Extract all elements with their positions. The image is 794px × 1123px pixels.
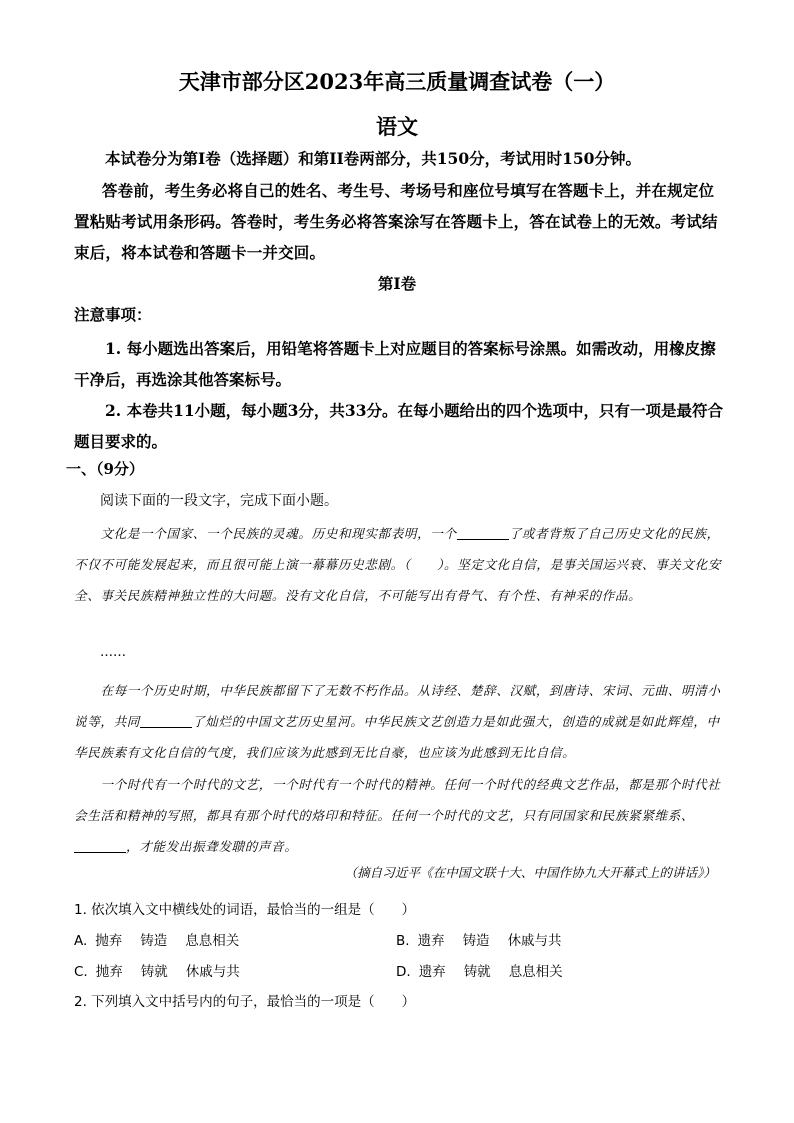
option-letter: D. [396,964,411,980]
option-letter: A. [74,933,88,949]
part1-heading: 第Ⅰ卷 [377,274,417,293]
exam-title: 天津市部分区2023年高三质量调查试卷（一） [178,69,616,94]
subject-title: 语文 [376,114,418,139]
option-d [396,960,563,980]
passage-text: 了或者背叛了自己历史文化的民族，不仅不可能发展起来，而且很可能上演一幕幕历史悲剧。（ ）。坚定文化自信，是事关国运兴衰、事关文化安全、事关民族精神独立性的大问题。没有文化自信，不可能写出有骨气、有个性、有神采的作品。 [74,526,722,603]
reading-intro: 阅读下面的一段文字，完成下面小题。 [100,493,338,509]
passage-ellipsis: …… [100,645,126,660]
passage-paragraph-2 [74,675,724,768]
option-word: 息息相关 [185,933,240,949]
passage-paragraph-3 [74,769,724,862]
option-word: 遗弃 [418,964,446,980]
option-b [396,929,562,949]
option-letter: B. [396,933,410,949]
option-word: 铸造 [140,933,168,949]
option-letter: C. [74,964,88,980]
option-c [74,960,240,980]
option-word: 遗弃 [417,933,445,949]
passage-text: 文化是一个国家、一个民族的灵魂。历史和现实都表明，一个 [100,526,457,541]
option-word: 抛弃 [95,933,123,949]
question-2-stem: 2. 下列填入文中括号内的句子，最恰当的一项是（ ） [74,994,416,1010]
option-word: 休戚与共 [507,933,562,949]
passage-text: 一个时代有一个时代的文艺，一个时代有一个时代的精神。任何一个时代的经典文艺作品，都是那个时代社会生活和精神的写照，都具有那个时代的烙印和特征。任何一个时代的文艺，只有同国家和民族紧紧维系、 [74,777,721,823]
section1-heading: 一、（9分） [66,460,144,478]
option-word: 抛弃 [95,964,123,980]
note-item: 2. 本卷共11小题，每小题3分，共33分。在每小题给出的四个选项中，只有一项是最符合题目要求的。 [74,401,724,451]
exam-instructions: 答卷前，考生务必将自己的姓名、考生号、考场号和座位号填写在答题卡上，并在规定位置粘贴考试用条形码。答卷时，考生务必将答案涂写在答题卡上，答在试卷上的无效。考试结束后，将本试卷和答题卡一并交回。 [74,181,718,262]
option-word: 铸造 [462,933,490,949]
passage-text: 在每一个历史时期，中华民族都留下了无数不朽作品。从诗经、楚辞、汉赋，到唐诗、宋词、元曲、明清小说等，共同 [74,683,721,729]
passage-text: ，才能发出振聋发聩的声音。 [126,839,298,854]
option-word: 铸就 [140,964,168,980]
option-word: 铸就 [463,964,491,980]
fill-blank [457,526,509,540]
passage-text: 了灿烂的中国文艺历史星河。中华民族文艺创造力是如此强大，创造的成就是如此辉煌，中华民族素有文化自信的气度，我们应该为此感到无比自豪，也应该为此感到无比自信。 [74,714,720,760]
fill-blank [140,714,192,728]
option-a [74,929,239,949]
note-item: 1. 每小题选出答案后，用铅笔将答题卡上对应题目的答案标号涂黑。如需改动，用橡皮擦干净后，再选涂其他答案标号。 [74,339,716,389]
question-1-stem: 1. 依次填入文中横线处的词语，最恰当的一组是（ ） [74,902,416,918]
passage-source: （摘自习近平《在中国文联十大、中国作协九大开幕式上的讲话》） [344,865,716,880]
option-word: 休戚与共 [185,964,240,980]
notes-heading: 注意事项： [74,305,152,324]
exam-intro: 本试卷分为第Ⅰ卷（选择题）和第II卷两部分，共150分，考试用时150分钟。 [105,149,641,168]
passage-paragraph-1 [74,518,724,611]
option-word: 息息相关 [508,964,563,980]
fill-blank [74,839,126,853]
